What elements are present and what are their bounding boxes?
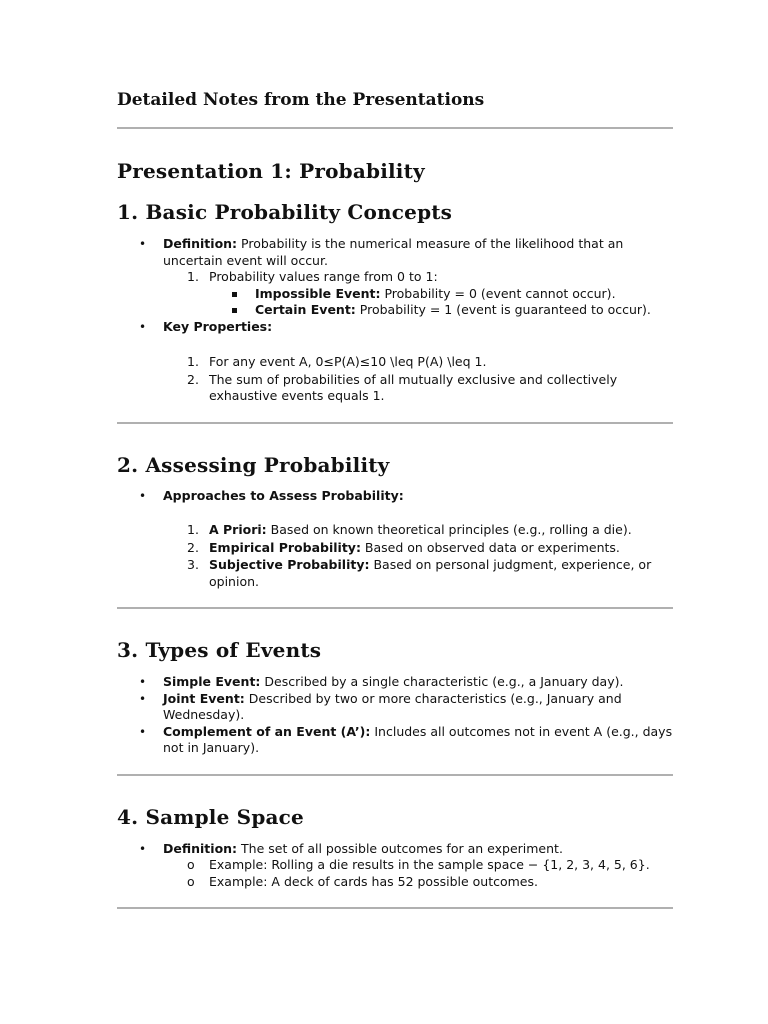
divider [117,422,673,424]
definition-text: The set of all possible outcomes for an experiment. [237,840,563,856]
list-number: 1. [187,269,199,284]
list-item-simple-event [117,674,673,691]
square-bullet-icon [232,308,237,313]
divider [117,127,673,129]
example-text: Example: A deck of cards has 52 possible outcomes. [209,873,538,889]
approaches-label: Approaches to Assess Probability: [163,487,404,503]
list-item-property [117,372,673,405]
item-label: Empirical Probability: [209,539,361,555]
item-text: Probability = 0 (event cannot occur). [380,285,616,301]
list-item-approach [117,522,673,539]
bullet-icon: • [139,488,147,503]
item-text: Described by a single characteristic (e.g., a January day). [260,674,624,689]
list-item-definition [117,236,673,269]
divider [117,907,673,909]
list-item-complement [117,724,673,757]
definition-label: Definition: [163,236,238,251]
item-label: Complement of an Event (A’): [163,723,371,739]
list-item-key-properties [117,319,673,336]
list-item-joint-event [117,691,673,724]
list-item-approach [117,540,673,557]
bullet-icon: • [139,724,147,739]
list-number: 2. [187,371,199,387]
section-heading: 4. Sample Space [117,804,304,829]
list-number: 1. [187,354,199,369]
circle-bullet-icon: o [187,857,195,872]
item-text: Based on known theoretical principles (e.g., rolling a die). [266,522,632,537]
document-page [117,88,673,909]
item-text: Based on personal judgment, experience, or opinion. [209,557,652,589]
bullet-icon: • [139,691,147,706]
item-text: Based on observed data or experiments. [360,539,620,555]
item-label: A Priori: [209,522,267,537]
list-item-approaches [117,488,673,505]
list-item-certain-event [117,302,673,319]
list-number: 3. [187,557,199,572]
list-item-sample-space-definition [117,841,673,858]
definition-label: Definition: [163,840,238,856]
circle-bullet-icon: o [187,873,195,889]
list-item-example [117,874,673,891]
property-text: For any event A, 0≤P(A)≤10 \leq P(A) \leq 1. [209,354,487,369]
item-text: Probability = 1 (event is guaranteed to occur). [355,302,651,317]
bullet-icon: • [139,675,147,689]
divider [117,774,673,776]
section-heading: 3. Types of Events [117,638,322,662]
range-text: Probability values range from 0 to 1: [209,269,438,284]
list-number: 2. [187,539,199,555]
item-label: Impossible Event: [255,285,381,301]
item-label: Certain Event: [255,302,356,317]
document-title: Detailed Notes from the Presentations [117,90,485,110]
property-text: The sum of probabilities of all mutually exclusive and collectively exhaustive events equals 1. [209,371,618,403]
bullet-icon: • [139,319,147,334]
item-label: Joint Event: [163,690,245,706]
item-label: Subjective Probability: [209,557,370,572]
list-item-approach [117,557,673,590]
section-heading: 2. Assessing Probability [117,452,390,477]
list-item-example [117,857,673,874]
definition-text: Probability is the numerical measure of the likelihood that an uncertain event will occur. [163,236,624,268]
list-item-property [117,354,673,371]
item-label: Simple Event: [163,674,261,689]
square-bullet-icon [232,292,237,297]
list-number: 1. [187,522,199,537]
bullet-icon: • [139,237,147,251]
presentation-title: Presentation 1: Probability [117,159,425,183]
bullet-icon: • [139,841,147,856]
example-text: Example: Rolling a die results in the sample space − {1, 2, 3, 4, 5, 6}. [209,857,650,872]
key-properties-label: Key Properties: [163,318,273,334]
list-item-range [117,269,673,286]
list-item-impossible-event [117,286,673,303]
divider [117,607,673,609]
item-text: Includes all outcomes not in event A (e.g., days not in January). [163,723,673,755]
item-text: Described by two or more characteristics (e.g., January and Wednesday). [163,690,622,722]
section-heading: 1. Basic Probability Concepts [117,200,453,224]
